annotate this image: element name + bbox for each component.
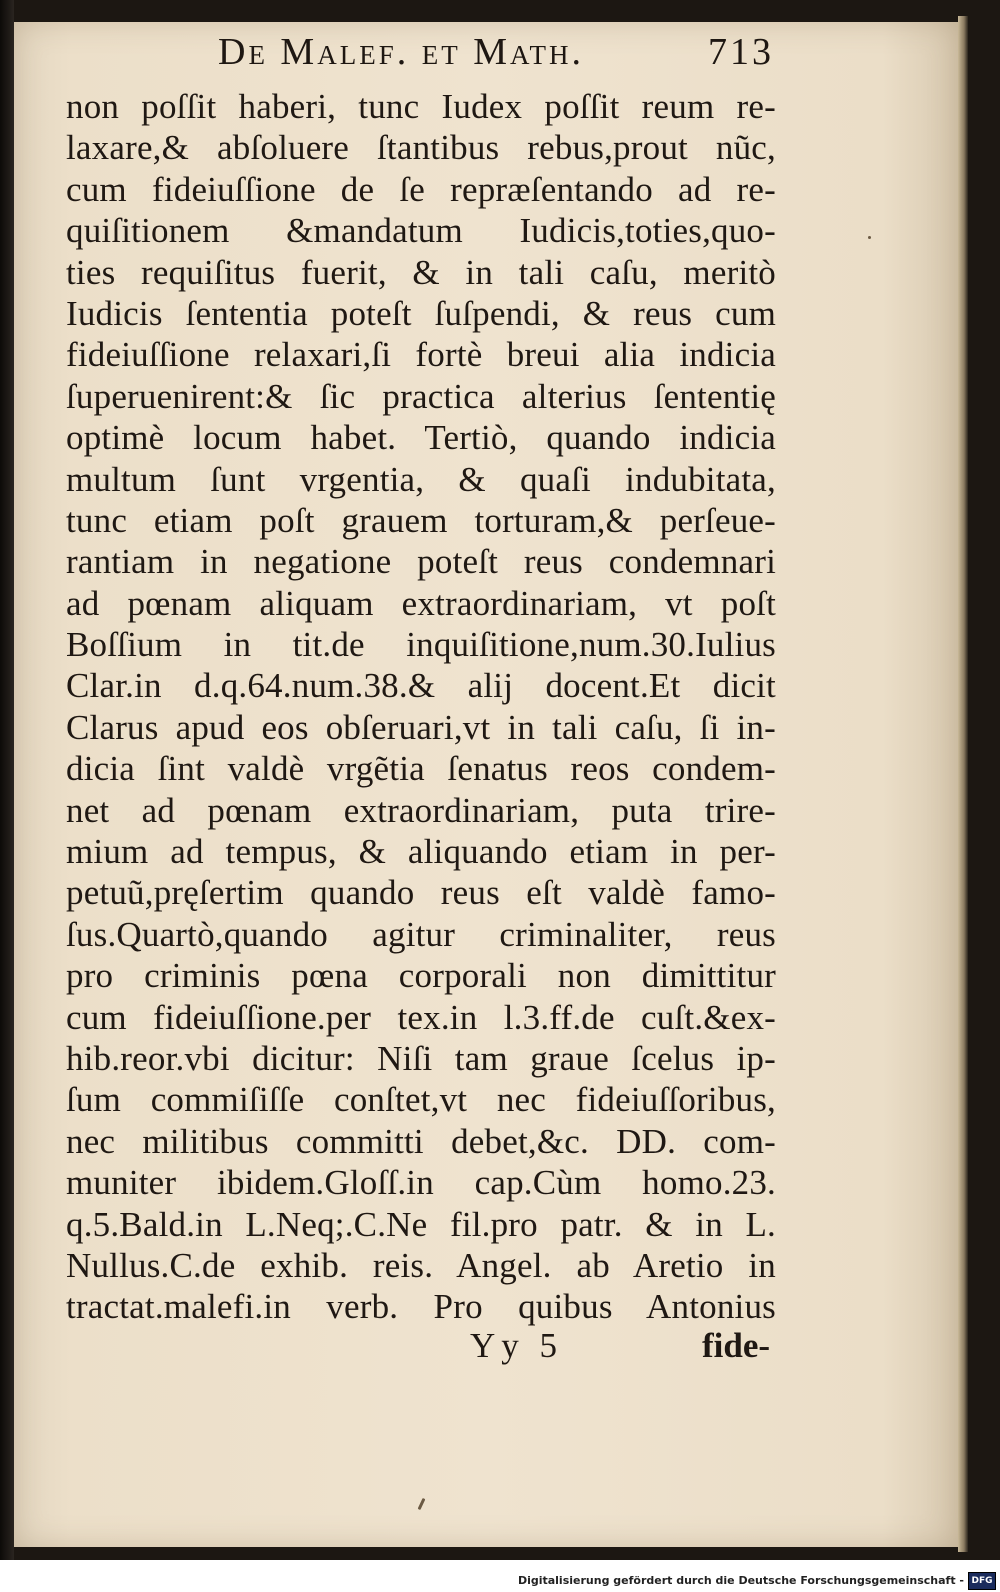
running-head — [218, 30, 778, 78]
text-line: rantiam in negatione poteſt reus condemnari — [66, 542, 776, 582]
signature-line — [470, 1326, 790, 1370]
text-line: tunc etiam poſt grauem torturam,& perſeue- — [66, 500, 776, 540]
text-line: mium ad tempus, & aliquando etiam in per- — [66, 832, 776, 872]
text-line: dicia ſint valdè vrgẽtia ſenatus reos condem- — [66, 749, 776, 789]
text-line: Clar.in d.q.64.num.38.& alij docent.Et dicit — [66, 666, 776, 706]
page-edge — [958, 16, 968, 1552]
text-line: multum ſunt vrgentia, & quaſi indubitata, — [66, 459, 776, 499]
book-spine — [0, 0, 14, 1560]
catchword: fide- — [702, 1326, 771, 1365]
text-line: Boſſium in tit.de inquiſitione,num.30.Iulius — [66, 625, 776, 665]
text-line: optimè locum habet. Tertiò, quando indicia — [66, 418, 776, 458]
text-line: petuũ,pręſertim quando reus eſt valdè famo- — [66, 873, 776, 913]
text-line: Nullus.C.de exhib. reis. Angel. ab Aretio in — [66, 1245, 776, 1285]
text-line: nec militibus committi debet,&c. DD. com- — [66, 1121, 776, 1161]
text-line: laxare,& abſoluere ſtantibus rebus,prout nũc, — [66, 128, 776, 168]
page-number: 713 — [708, 31, 774, 73]
text-line: net ad pœnam extraordinariam, puta trire- — [66, 790, 776, 830]
ink-speck — [868, 236, 871, 239]
text-line: ſus.Quartò,quando agitur criminaliter, reus — [66, 914, 776, 954]
text-line: tractat.malefi.in verb. Pro quibus Antonius — [66, 1287, 776, 1327]
text-line: ad pœnam aliquam extraordinariam, vt poſt — [66, 583, 776, 623]
signature-mark: Yy 5 — [470, 1326, 564, 1365]
text-line: cum fideiuſſione.per tex.in l.3.ff.de cuſt.&ex- — [66, 997, 776, 1037]
text-line: q.5.Bald.in L.Neq;.C.Ne fil.pro patr. & in L. — [66, 1204, 776, 1244]
text-line: hib.reor.vbi dicitur: Niſi tam graue ſcelus ip- — [66, 1038, 776, 1078]
text-line: cum fideiuſſione de ſe repræſentando ad re- — [66, 169, 776, 209]
text-line: Clarus apud eos obſeruari,vt in tali caſu, ſi in- — [66, 707, 776, 747]
text-line: ties requiſitus fuerit, & in tali caſu, meritò — [66, 252, 776, 292]
dfg-logo: DFG — [968, 1572, 996, 1590]
text-line: fideiuſſione relaxari,ſi fortè breui alia indicia — [66, 335, 776, 375]
text-line: quiſitionem &mandatum Iudicis,toties,quo- — [66, 211, 776, 251]
text-line: Iudicis ſententia poteſt ſuſpendi, & reus cum — [66, 293, 776, 333]
text-line: pro criminis pœna corporali non dimittitur — [66, 956, 776, 996]
running-head-title: De Malef. et Math. — [218, 31, 584, 73]
text-line: non poſſit haberi, tunc Iudex poſſit reum re- — [66, 87, 776, 126]
text-line: muniter ibidem.Gloſſ.in cap.Cùm homo.23. — [66, 1163, 776, 1203]
footer-credit: Digitalisierung gefördert durch die Deutsche Forschungsgemeinschaft - — [517, 1574, 964, 1587]
text-line: ſum commiſiſſe conſtet,vt nec fideiuſſoribus, — [66, 1080, 776, 1120]
body-text — [66, 86, 776, 1328]
text-line: ſuperuenirent:& ſic practica alterius ſententię — [66, 376, 776, 416]
